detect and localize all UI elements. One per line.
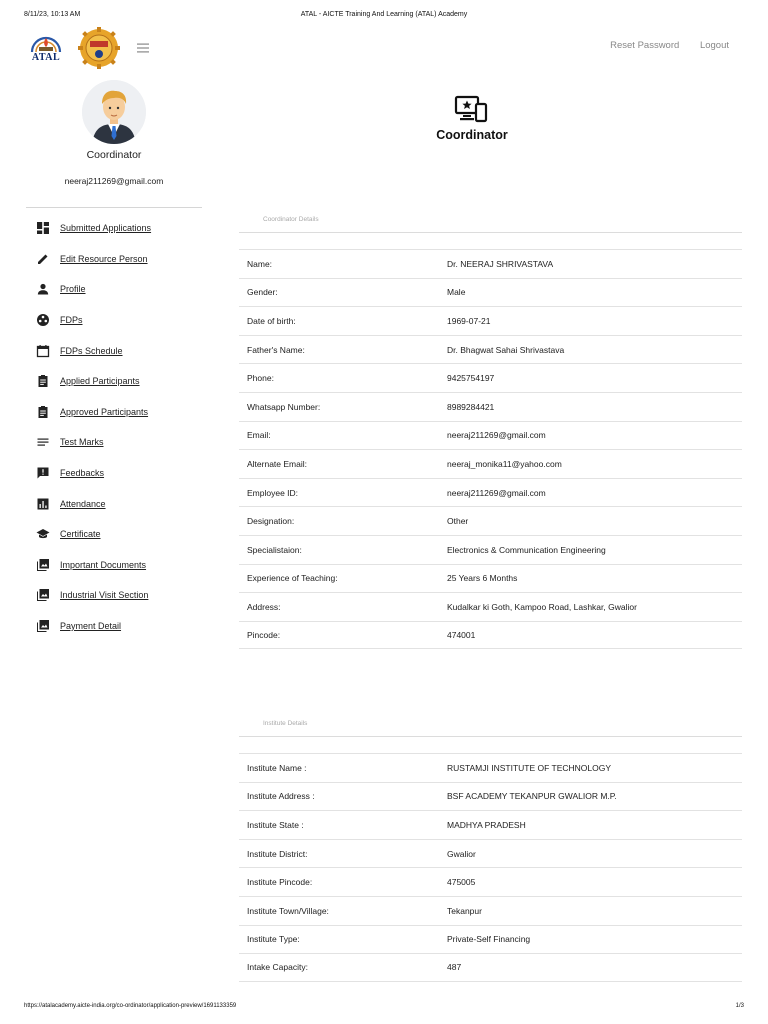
table-row [239, 564, 742, 593]
user-role: Coordinator [86, 149, 142, 161]
field-label: Employee ID: [247, 487, 299, 498]
print-url: https://atalacademy.aicte-india.org/co-ordinator/application-preview/1691133359 [24, 1003, 237, 1009]
field-label: Institute Type: [247, 934, 300, 945]
field-label: Pincode: [247, 630, 281, 641]
sidebar-item-payment-detail[interactable] [36, 611, 206, 642]
table-row [239, 306, 742, 335]
table-row [239, 753, 742, 782]
table-row [239, 839, 742, 868]
field-label: Date of birth: [247, 315, 296, 326]
sidebar-item-label: Applied Participants [60, 376, 140, 387]
sidebar-item-attendance[interactable] [36, 488, 206, 519]
sidebar-item-important-documents[interactable] [36, 550, 206, 581]
field-label: Institute Pincode: [247, 877, 313, 888]
field-value: neeraj211269@gmail.com [447, 487, 546, 498]
field-label: Name: [247, 258, 273, 269]
sidebar-item-label: Attendance [60, 498, 106, 509]
atal-logo-text: ATAL [31, 52, 61, 63]
header-links [592, 40, 729, 51]
sidebar-item-fdps[interactable] [36, 305, 206, 336]
table-row [239, 535, 742, 564]
table-row [239, 249, 742, 278]
coordinator-details-table [239, 249, 742, 649]
field-label: Gender: [247, 287, 278, 298]
field-label: Intake Capacity: [247, 962, 308, 973]
field-label: Father's Name: [247, 344, 305, 355]
table-row [239, 810, 742, 839]
field-value: 1969-07-21 [447, 315, 491, 326]
person-icon [36, 282, 50, 296]
sidebar-item-label: Profile [60, 284, 86, 295]
table-row [239, 392, 742, 421]
sidebar-item-profile[interactable] [36, 274, 206, 305]
field-label: Phone: [247, 373, 274, 384]
sidebar-nav [36, 213, 206, 641]
print-datetime: 8/11/23, 10:13 AM [24, 11, 81, 18]
sidebar-item-label: Test Marks [60, 437, 104, 448]
film-reel-icon [36, 313, 50, 327]
graduation-cap-icon [36, 527, 50, 541]
sidebar-item-label: FDPs Schedule [60, 345, 123, 356]
field-label: Institute Address : [247, 791, 315, 802]
sidebar-item-label: FDPs [60, 315, 83, 326]
field-label: Specialistaion: [247, 544, 302, 555]
sidebar-item-industrial-visit-section[interactable] [36, 580, 206, 611]
sidebar-item-edit-resource-person[interactable] [36, 244, 206, 275]
field-value: 8989284421 [447, 401, 495, 412]
sidebar-item-label: Feedbacks [60, 468, 105, 479]
sidebar-item-label: Submitted Applications [60, 223, 152, 234]
sidebar-item-label: Industrial Visit Section [60, 590, 149, 601]
field-value: 474001 [447, 630, 476, 641]
hamburger-menu-icon[interactable] [136, 41, 150, 53]
section-label: Institute Details [263, 720, 308, 727]
photo-library-icon [36, 558, 50, 572]
sidebar-item-label: Approved Participants [60, 406, 149, 417]
aicte-gear-icon [78, 27, 120, 69]
logout-link[interactable]: Logout [699, 40, 729, 51]
atal-emblem-icon [28, 30, 64, 54]
field-value: neeraj211269@gmail.com [447, 430, 546, 441]
clipboard-icon [36, 374, 50, 388]
monitor-star-icon [454, 95, 488, 123]
atal-logo[interactable] [28, 30, 64, 64]
sidebar-item-approved-participants[interactable] [36, 397, 206, 428]
field-value: MADHYA PRADESH [447, 819, 526, 830]
feedback-icon [36, 466, 50, 480]
sidebar-item-label: Important Documents [60, 559, 147, 570]
institute-details-section [239, 712, 742, 982]
table-row [239, 782, 742, 811]
field-value: Male [447, 287, 466, 298]
lines-icon [36, 435, 50, 449]
field-label: Experience of Teaching: [247, 573, 338, 584]
clipboard-icon [36, 405, 50, 419]
field-value: Electronics & Communication Engineering [447, 544, 606, 555]
field-label: Institute District: [247, 848, 308, 859]
table-row [239, 363, 742, 392]
field-label: Institute Town/Village: [247, 905, 329, 916]
field-label: Institute Name : [247, 762, 307, 773]
coordinator-details-section [239, 208, 742, 649]
reset-password-link[interactable]: Reset Password [610, 40, 680, 51]
field-label: Alternate Email: [247, 458, 307, 469]
aicte-logo[interactable] [78, 27, 120, 69]
field-label: Address: [247, 601, 281, 612]
table-row [239, 335, 742, 364]
table-row [239, 925, 742, 954]
table-row [239, 478, 742, 507]
pencil-icon [36, 252, 50, 266]
field-label: Institute State : [247, 819, 304, 830]
sidebar-item-certificate[interactable] [36, 519, 206, 550]
field-value: Dr. Bhagwat Sahai Shrivastava [447, 344, 565, 355]
print-title: ATAL - AICTE Training And Learning (ATAL) Academy [300, 11, 468, 18]
table-row [239, 621, 742, 650]
avatar [82, 80, 146, 144]
sidebar-item-feedbacks[interactable] [36, 458, 206, 489]
photo-library-icon [36, 588, 50, 602]
field-value: neeraj_monika11@yahoo.com [447, 458, 562, 469]
field-value: Tekanpur [447, 905, 482, 916]
field-value: Dr. NEERAJ SHRIVASTAVA [447, 258, 554, 269]
print-page-number: 1/3 [735, 1003, 744, 1009]
dashboard-icon [36, 221, 50, 235]
table-row [239, 421, 742, 450]
print-header [0, 11, 768, 23]
sidebar-item-label: Edit Resource Person [60, 253, 148, 264]
table-row [239, 592, 742, 621]
field-value: BSF ACADEMY TEKANPUR GWALIOR M.P. [447, 791, 617, 802]
sidebar-item-submitted-applications[interactable] [36, 213, 206, 244]
table-row [239, 896, 742, 925]
user-avatar-icon [82, 80, 146, 144]
sidebar-item-applied-participants[interactable] [36, 366, 206, 397]
field-value: Private-Self Financing [447, 934, 531, 945]
field-value: RUSTAMJI INSTITUTE OF TECHNOLOGY [447, 762, 612, 773]
field-value: 475005 [447, 877, 476, 888]
sidebar-item-label: Payment Detail [60, 621, 122, 632]
field-label: Designation: [247, 516, 295, 527]
page-title: Coordinator [436, 128, 508, 142]
field-value: 487 [447, 962, 462, 973]
sidebar-item-test-marks[interactable] [36, 427, 206, 458]
field-value: Gwalior [447, 848, 476, 859]
field-value: Other [447, 516, 469, 527]
field-label: Email: [247, 430, 271, 441]
field-value: 9425754197 [447, 373, 495, 384]
field-value: 25 Years 6 Months [447, 573, 518, 584]
institute-details-table [239, 753, 742, 982]
user-email: neeraj211269@gmail.com [64, 176, 164, 186]
print-footer [0, 1003, 768, 1013]
photo-library-icon [36, 619, 50, 633]
field-label: Whatsapp Number: [247, 401, 321, 412]
field-value: Kudalkar ki Goth, Kampoo Road, Lashkar, Gwalior [447, 601, 637, 612]
table-row [239, 953, 742, 982]
bar-chart-icon [36, 497, 50, 511]
section-label: Coordinator Details [263, 216, 319, 223]
table-row [239, 506, 742, 535]
table-row [239, 867, 742, 896]
table-row [239, 449, 742, 478]
table-row [239, 278, 742, 307]
calendar-icon [36, 344, 50, 358]
sidebar-item-label: Certificate [60, 529, 101, 540]
sidebar-item-fdps-schedule[interactable] [36, 335, 206, 366]
sidebar-divider [26, 207, 202, 208]
